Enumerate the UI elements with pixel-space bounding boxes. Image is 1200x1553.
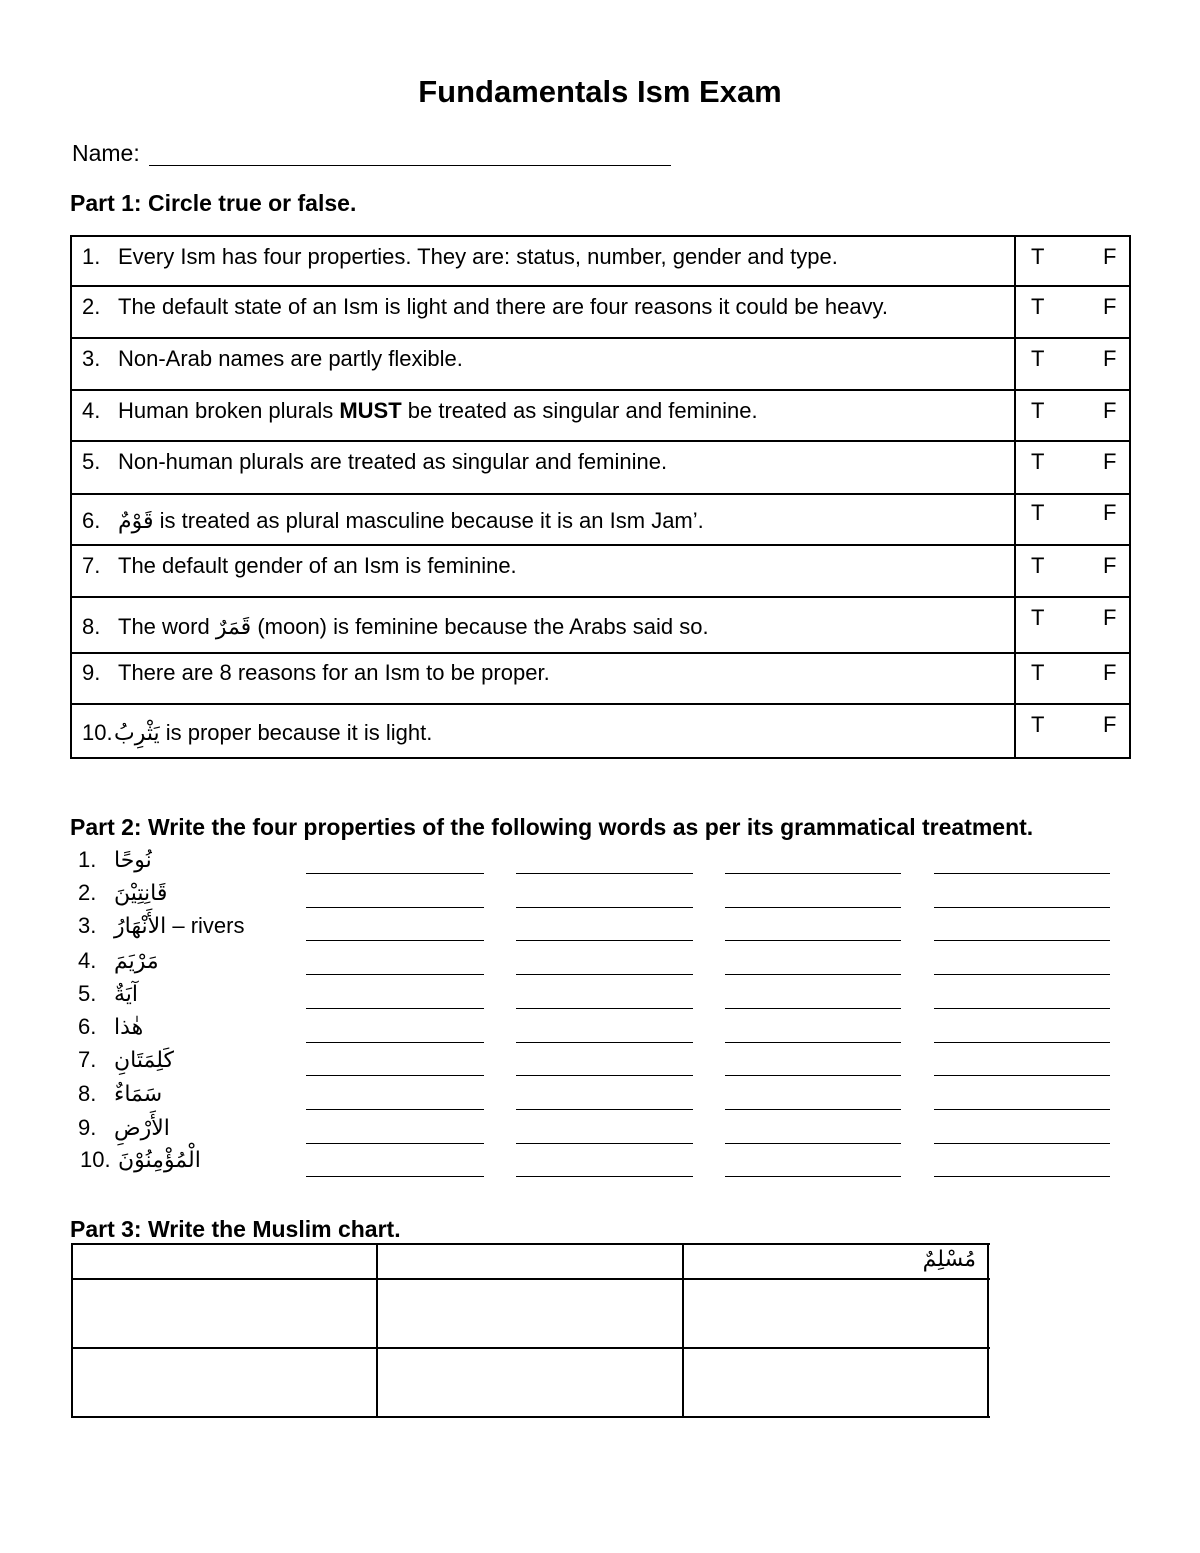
false-option[interactable]: F	[1103, 346, 1117, 371]
word-text: آيَةٌ	[114, 982, 139, 1007]
answer-blank[interactable]	[516, 1109, 693, 1110]
table-row	[70, 235, 1131, 287]
false-option[interactable]: F	[1103, 294, 1117, 319]
answer-blank[interactable]	[725, 1008, 901, 1009]
false-option[interactable]: F	[1103, 449, 1117, 474]
true-option[interactable]: T	[1031, 294, 1045, 319]
answer-blank[interactable]	[306, 1109, 484, 1110]
answer-blank[interactable]	[725, 1176, 901, 1177]
answer-blank[interactable]	[306, 873, 484, 874]
answer-blank[interactable]	[934, 1176, 1110, 1177]
false-option[interactable]: F	[1103, 500, 1117, 525]
question-number: 8.	[82, 614, 101, 639]
word-text: مَرْيَمَ	[114, 949, 159, 974]
true-option[interactable]: T	[1031, 398, 1045, 423]
answer-blank[interactable]	[516, 1176, 693, 1177]
answer-blank[interactable]	[306, 1176, 484, 1177]
answer-blank[interactable]	[934, 974, 1110, 975]
table-row	[70, 287, 1131, 339]
answer-blank[interactable]	[516, 873, 693, 874]
question-text: The word قَمَرٌ (moon) is feminine because the Arabs said so.	[118, 614, 709, 640]
answer-blank[interactable]	[306, 1143, 484, 1144]
true-option[interactable]: T	[1031, 500, 1045, 525]
word-text: هٰذا	[114, 1015, 144, 1040]
answer-blank[interactable]	[934, 1143, 1110, 1144]
question-number: 3.	[82, 346, 101, 371]
question-text: Non-Arab names are partly flexible.	[118, 346, 463, 371]
answer-blank[interactable]	[725, 1042, 901, 1043]
true-option[interactable]: T	[1031, 244, 1045, 269]
answer-blank[interactable]	[516, 907, 693, 908]
word-number: 3.	[78, 913, 97, 938]
answer-blank[interactable]	[934, 1042, 1110, 1043]
answer-blank[interactable]	[934, 1075, 1110, 1076]
exam-title: Fundamentals Ism Exam	[418, 74, 782, 109]
answer-blank[interactable]	[725, 974, 901, 975]
answer-blank[interactable]	[725, 873, 901, 874]
word-number: 4.	[78, 948, 97, 973]
false-option[interactable]: F	[1103, 660, 1117, 685]
answer-blank[interactable]	[306, 940, 484, 941]
word-text: نُوحًا	[114, 848, 152, 873]
answer-blank[interactable]	[306, 1008, 484, 1009]
answer-blank[interactable]	[516, 940, 693, 941]
answer-blank[interactable]	[306, 907, 484, 908]
table-row	[70, 495, 1131, 546]
false-option[interactable]: F	[1103, 605, 1117, 630]
answer-blank[interactable]	[934, 873, 1110, 874]
question-text: Non-human plurals are treated as singular and feminine.	[118, 449, 668, 474]
word-number: 2.	[78, 880, 97, 905]
question-text: قَوْمٌ is treated as plural masculine because it is an Ism Jam’.	[118, 508, 704, 534]
part1-heading: Part 1: Circle true or false.	[70, 190, 357, 216]
word-number: 6.	[78, 1014, 97, 1039]
table-row	[70, 391, 1131, 442]
question-number: 1.	[82, 244, 101, 269]
word-text: سَمَاءٌ	[114, 1082, 163, 1107]
question-number: 10.	[82, 720, 113, 745]
question-text: يَثْرِبُ is proper because it is light.	[114, 720, 433, 746]
answer-blank[interactable]	[934, 940, 1110, 941]
table-row	[70, 339, 1131, 391]
question-number: 6.	[82, 508, 101, 533]
word-number: 10.	[80, 1147, 111, 1172]
word-number: 7.	[78, 1047, 97, 1072]
answer-blank[interactable]	[516, 974, 693, 975]
word-text: قَانِتِيْنَ	[114, 881, 168, 906]
true-option[interactable]: T	[1031, 660, 1045, 685]
question-number: 7.	[82, 553, 101, 578]
answer-blank[interactable]	[306, 974, 484, 975]
question-number: 9.	[82, 660, 101, 685]
word-number: 8.	[78, 1081, 97, 1106]
true-option[interactable]: T	[1031, 712, 1045, 737]
answer-blank[interactable]	[516, 1143, 693, 1144]
answer-blank[interactable]	[934, 1008, 1110, 1009]
false-option[interactable]: F	[1103, 244, 1117, 269]
muslim-chart-grid	[71, 1243, 990, 1418]
part3-heading: Part 3: Write the Muslim chart.	[70, 1216, 401, 1242]
table-row	[70, 705, 1131, 759]
word-text: الأَرْضِ	[114, 1116, 170, 1141]
name-field[interactable]	[149, 165, 671, 166]
table-row	[70, 442, 1131, 495]
answer-blank[interactable]	[725, 1143, 901, 1144]
table-row	[70, 654, 1131, 705]
question-number: 2.	[82, 294, 101, 319]
true-option[interactable]: T	[1031, 605, 1045, 630]
table-row	[70, 598, 1131, 654]
chart-header-word: مُسْلِمٌ	[922, 1247, 976, 1272]
answer-blank[interactable]	[516, 1042, 693, 1043]
question-text: There are 8 reasons for an Ism to be proper.	[118, 660, 550, 685]
part2-heading: Part 2: Write the four properties of the following words as per its grammatical treatment.	[70, 814, 1034, 840]
word-number: 1.	[78, 847, 97, 872]
false-option[interactable]: F	[1103, 398, 1117, 423]
question-text: Human broken plurals MUST be treated as singular and feminine.	[118, 398, 758, 423]
answer-blank[interactable]	[725, 940, 901, 941]
question-text: The default gender of an Ism is feminine.	[118, 553, 517, 578]
question-number: 4.	[82, 398, 101, 423]
word-number: 5.	[78, 981, 97, 1006]
answer-blank[interactable]	[725, 1075, 901, 1076]
answer-blank[interactable]	[306, 1075, 484, 1076]
answer-blank[interactable]	[934, 1109, 1110, 1110]
answer-blank[interactable]	[306, 1042, 484, 1043]
answer-blank[interactable]	[516, 1008, 693, 1009]
word-text: كَلِمَتَانِ	[114, 1048, 174, 1073]
true-option[interactable]: T	[1031, 346, 1045, 371]
true-option[interactable]: T	[1031, 449, 1045, 474]
answer-blank[interactable]	[934, 907, 1110, 908]
word-number: 9.	[78, 1115, 97, 1140]
answer-blank[interactable]	[725, 1109, 901, 1110]
question-number: 5.	[82, 449, 101, 474]
false-option[interactable]: F	[1103, 712, 1117, 737]
question-text: The default state of an Ism is light and there are four reasons it could be heavy.	[118, 294, 889, 319]
true-option[interactable]: T	[1031, 553, 1045, 578]
false-option[interactable]: F	[1103, 553, 1117, 578]
table-row	[70, 546, 1131, 598]
name-label: Name:	[72, 140, 140, 166]
answer-blank[interactable]	[516, 1075, 693, 1076]
word-text: الْمُؤْمِنُوْنَ	[118, 1148, 201, 1173]
question-text: Every Ism has four properties. They are: status, number, gender and type.	[118, 244, 838, 269]
answer-blank[interactable]	[725, 907, 901, 908]
word-text: الأَنْهَارُ – rivers	[114, 913, 245, 939]
